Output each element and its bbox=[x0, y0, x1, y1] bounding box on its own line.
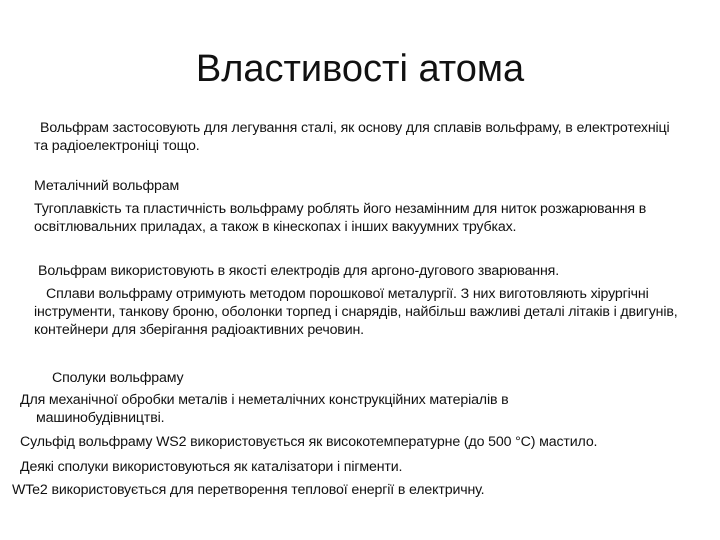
paragraph-wte2: WTe2 використовується для перетворення теплової енергії в електричну. bbox=[12, 482, 485, 498]
paragraph-machining bbox=[20, 391, 700, 427]
paragraph-electrodes: Вольфрам використовують в якості електродів для аргоно-дугового зварювання. bbox=[38, 263, 560, 279]
heading-metallic-tungsten: Металічний вольфрам bbox=[34, 178, 180, 194]
paragraph-machining-line2: машинобудівництві. bbox=[36, 410, 165, 426]
paragraph-tungsten-uses: Вольфрам застосовують для легування сталі, як основу для сплавів вольфраму, в електротехніці та радіоелектроніці тощо. bbox=[34, 120, 670, 154]
paragraph-alloys: Сплави вольфраму отримують методом порошкової металургії. З них виготовляють хірургічні інструменти, танкову броню, оболонки торпед і снарядів, найбільш важливі деталі літаків і двигунів, контейнери для зберігання радіоактивних речовин. bbox=[34, 286, 678, 338]
paragraph-catalysts: Деякі сполуки використовуються як каталізатори і пігменти. bbox=[20, 459, 403, 475]
paragraph-refractoriness: Тугоплавкість та пластичність вольфраму роблять його незамінним для ниток розжарювання в освітлювальних приладах, а також в кінескопах і інших вакуумних трубках. bbox=[34, 201, 647, 235]
paragraph-machining-line1: Для механічної обробки металів і неметалічних конструкційних матеріалів в bbox=[20, 392, 509, 408]
slide-title: Властивості атома bbox=[195, 48, 525, 90]
heading-tungsten-compounds: Сполуки вольфраму bbox=[52, 370, 184, 386]
paragraph-ws2-lubricant: Сульфід вольфраму WS2 використовується як високотемпературне (до 500 °C) мастило. bbox=[20, 434, 598, 450]
